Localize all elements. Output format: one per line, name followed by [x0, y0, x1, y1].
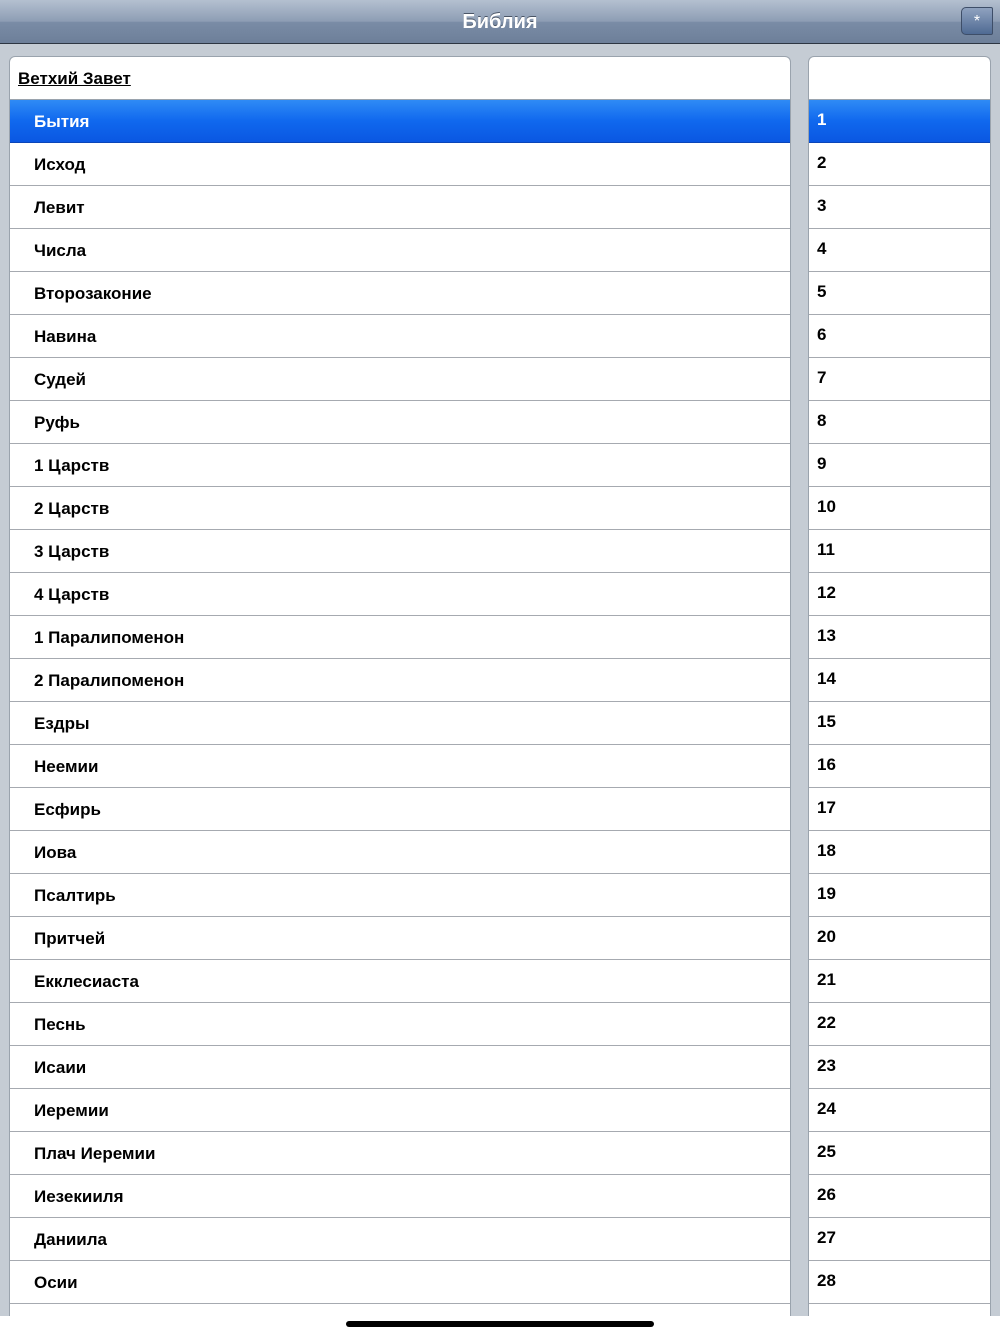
chapter-list-item[interactable]: 15 [809, 702, 990, 745]
book-list-item[interactable]: Песнь [10, 1003, 790, 1046]
chapter-list-item[interactable]: 24 [809, 1089, 990, 1132]
book-list-item[interactable]: Левит [10, 186, 790, 229]
book-list-item[interactable]: 1 Паралипоменон [10, 616, 790, 659]
chapter-list-item[interactable]: 18 [809, 831, 990, 874]
chapter-list-item[interactable]: 17 [809, 788, 990, 831]
book-list-item[interactable]: Руфь [10, 401, 790, 444]
book-list-item[interactable]: Плач Иеремии [10, 1132, 790, 1175]
chapter-list-item[interactable]: 6 [809, 315, 990, 358]
book-list-item[interactable]: Бытия [10, 100, 790, 143]
book-list-item[interactable]: Исаии [10, 1046, 790, 1089]
chapter-list-item[interactable]: 14 [809, 659, 990, 702]
chapters-header [809, 57, 990, 100]
book-list-item[interactable]: Даниила [10, 1218, 790, 1261]
book-list-item[interactable]: 2 Царств [10, 487, 790, 530]
chapter-list-item[interactable]: 16 [809, 745, 990, 788]
chapter-list-item[interactable]: 1 [809, 100, 990, 143]
book-list-item[interactable]: Иова [10, 831, 790, 874]
book-list-item[interactable]: Псалтирь [10, 874, 790, 917]
chapter-list-item[interactable]: 25 [809, 1132, 990, 1175]
book-list-item[interactable]: Иезекииля [10, 1175, 790, 1218]
page-title: Библия [462, 11, 538, 33]
chapters-list [809, 100, 990, 1304]
chapter-list-item[interactable]: 10 [809, 487, 990, 530]
section-header[interactable] [10, 57, 790, 100]
chapter-list-item[interactable]: 2 [809, 143, 990, 186]
chapter-list-item[interactable]: 4 [809, 229, 990, 272]
book-list-item[interactable]: Есфирь [10, 788, 790, 831]
book-list-item[interactable]: 4 Царств [10, 573, 790, 616]
chapter-list-item[interactable]: 20 [809, 917, 990, 960]
book-list-item[interactable]: 3 Царств [10, 530, 790, 573]
chapter-list-item[interactable]: 8 [809, 401, 990, 444]
book-list-item[interactable]: Навина [10, 315, 790, 358]
book-list-item[interactable]: 2 Паралипоменон [10, 659, 790, 702]
chapter-list-item[interactable]: 11 [809, 530, 990, 573]
book-list-item[interactable]: Судей [10, 358, 790, 401]
chapters-list-panel [808, 56, 991, 1316]
book-list-item[interactable]: Иеремии [10, 1089, 790, 1132]
home-indicator[interactable] [346, 1321, 654, 1327]
forward-button[interactable] [961, 7, 993, 35]
books-list-panel [9, 56, 791, 1316]
chapter-list-item[interactable]: 13 [809, 616, 990, 659]
chapter-list-item[interactable]: 21 [809, 960, 990, 1003]
chapter-list-item[interactable]: 27 [809, 1218, 990, 1261]
book-list-item[interactable]: Осии [10, 1261, 790, 1304]
navigation-bar [0, 0, 1000, 44]
chapter-list-item[interactable]: 7 [809, 358, 990, 401]
chapter-list-item[interactable]: 3 [809, 186, 990, 229]
chapter-list-item[interactable]: 5 [809, 272, 990, 315]
book-list-item[interactable]: Неемии [10, 745, 790, 788]
chapter-list-item[interactable]: 9 [809, 444, 990, 487]
book-list-item[interactable]: Притчей [10, 917, 790, 960]
chapter-list-item[interactable]: 28 [809, 1261, 990, 1304]
book-list-item[interactable]: Исход [10, 143, 790, 186]
section-title[interactable]: Ветхий Завет [18, 69, 131, 88]
books-list [10, 100, 790, 1304]
chapter-list-item[interactable]: 22 [809, 1003, 990, 1046]
book-list-item[interactable]: Ездры [10, 702, 790, 745]
book-list-item[interactable]: Второзаконие [10, 272, 790, 315]
book-list-item[interactable]: 1 Царств [10, 444, 790, 487]
book-list-item[interactable]: Екклесиаста [10, 960, 790, 1003]
forward-button-label: * [973, 13, 981, 30]
chapter-list-item[interactable]: 23 [809, 1046, 990, 1089]
chapter-list-item[interactable]: 12 [809, 573, 990, 616]
chapter-list-item[interactable]: 26 [809, 1175, 990, 1218]
book-list-item[interactable]: Числа [10, 229, 790, 272]
chapter-list-item[interactable]: 19 [809, 874, 990, 917]
